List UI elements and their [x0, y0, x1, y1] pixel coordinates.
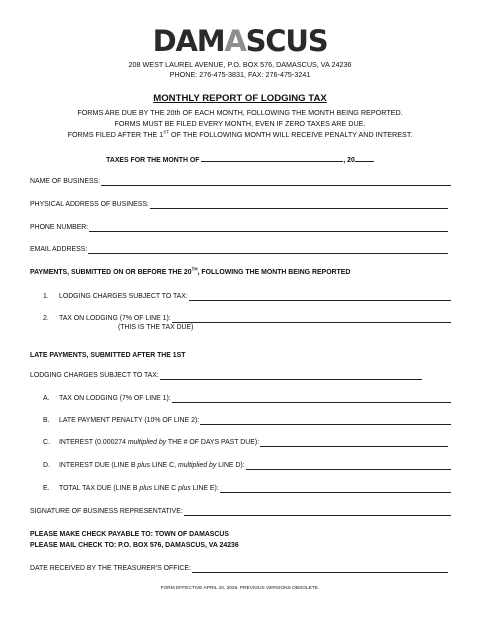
late-item-a-row [43, 394, 451, 403]
phone-number-field[interactable] [89, 224, 448, 232]
email-address-field[interactable] [88, 246, 448, 254]
email-address-row [30, 245, 448, 254]
late-item-c-label: C. INTEREST (0.000274 multiplied by THE # OF DAYS PAST DUE): [43, 439, 260, 446]
late-charges-row [30, 371, 422, 380]
payments-item-1-label: 1. LODGING CHARGES SUBJECT TO TAX: [43, 293, 188, 300]
taxes-month-label: TAXES FOR THE MONTH OF [106, 157, 200, 164]
instruction-penalty: FORMS FILED AFTER THE 1ST OF THE FOLLOWING MONTH WILL RECEIVE PENALTY AND INTEREST. [67, 129, 413, 139]
payments-heading: PAYMENTS, SUBMITTED ON OR BEFORE THE 20TH, FOLLOWING THE MONTH BEING REPORTED [30, 266, 351, 276]
physical-address-label: PHYSICAL ADDRESS OF BUSINESS: [30, 201, 149, 208]
tax-on-lodging-field[interactable] [172, 315, 451, 323]
payments-item-2-label: 2. TAX ON LODGING (7% OF LINE 1): [43, 315, 171, 322]
late-item-e-row [43, 484, 451, 493]
interest-due-field[interactable] [246, 462, 451, 470]
payments-item-2-row [43, 314, 451, 323]
late-item-c-row [43, 438, 448, 447]
late-item-b-label: B. LATE PAYMENT PENALTY (10% OF LINE 2): [43, 417, 200, 424]
business-name-field[interactable] [101, 178, 451, 186]
late-item-d-row [43, 461, 451, 470]
business-name-row [30, 177, 451, 186]
business-name-label: NAME OF BUSINESS: [30, 178, 101, 185]
form-footer: FORM EFFECTIVE APRIL 10, 2026. PREVIOUS VERSIONS OBSOLETE. [160, 586, 320, 591]
form-title: MONTHLY REPORT OF LODGING TAX [153, 93, 327, 104]
taxes-month-row [0, 154, 480, 164]
late-tax-on-lodging-field[interactable] [172, 395, 451, 403]
late-item-e-label: E. TOTAL TAX DUE (LINE B plus LINE C plus LINE E): [43, 485, 219, 492]
payments-item-1-row [43, 292, 451, 301]
treasurer-row [30, 564, 448, 573]
late-charges-field[interactable] [160, 372, 422, 380]
check-payable-line: PLEASE MAKE CHECK PAYABLE TO: TOWN OF DAMASCUS [30, 531, 229, 538]
late-item-b-row [43, 416, 451, 425]
phone-number-label: PHONE NUMBER: [30, 224, 89, 231]
late-penalty-field[interactable] [200, 417, 451, 425]
treasurer-date-field[interactable] [192, 565, 448, 573]
signature-row [30, 507, 451, 516]
lodging-charges-field[interactable] [189, 293, 451, 301]
instruction-due-date: FORMS ARE DUE BY THE 20th OF EACH MONTH, FOLLOWING THE MONTH BEING REPORTED. [77, 108, 403, 117]
instruction-file-monthly: FORMS MUST BE FILED EVERY MONTH, EVEN IF ZERO TAXES ARE DUE. [114, 119, 366, 128]
damascus-logo: DAMASCUS [152, 24, 328, 58]
physical-address-row [30, 200, 448, 209]
signature-field[interactable] [184, 508, 451, 516]
total-tax-due-field[interactable] [220, 485, 451, 493]
late-item-d-label: D. INTEREST DUE (LINE B plus LINE C, multiplied by LINE D): [43, 462, 245, 469]
phone-number-row [30, 223, 448, 232]
physical-address-field[interactable] [150, 201, 448, 209]
treasurer-label: DATE RECEIVED BY THE TREASURER'S OFFICE: [30, 565, 191, 572]
address-line: 208 WEST LAUREL AVENUE, P.O. BOX 576, DAMASCUS, VA 24236 [128, 60, 352, 69]
interest-field[interactable] [260, 439, 448, 447]
late-charges-label: LODGING CHARGES SUBJECT TO TAX: [30, 372, 159, 379]
mail-check-line: PLEASE MAIL CHECK TO: P.O. BOX 576, DAMASCUS, VA 24236 [30, 542, 239, 549]
phone-line: PHONE: 276-475-3831, FAX: 276-475-3241 [169, 70, 311, 79]
signature-label: SIGNATURE OF BUSINESS REPRESENTATIVE: [30, 508, 183, 515]
email-address-label: EMAIL ADDRESS: [30, 246, 88, 253]
year-field[interactable] [355, 154, 374, 162]
late-payments-heading: LATE PAYMENTS, SUBMITTED AFTER THE 1ST [30, 352, 186, 359]
tax-due-note: (THIS IS THE TAX DUE) [118, 324, 194, 331]
late-item-a-label: A. TAX ON LODGING (7% OF LINE 1): [43, 395, 171, 402]
year-prefix: , 20 [343, 157, 355, 164]
month-field[interactable] [201, 154, 343, 162]
